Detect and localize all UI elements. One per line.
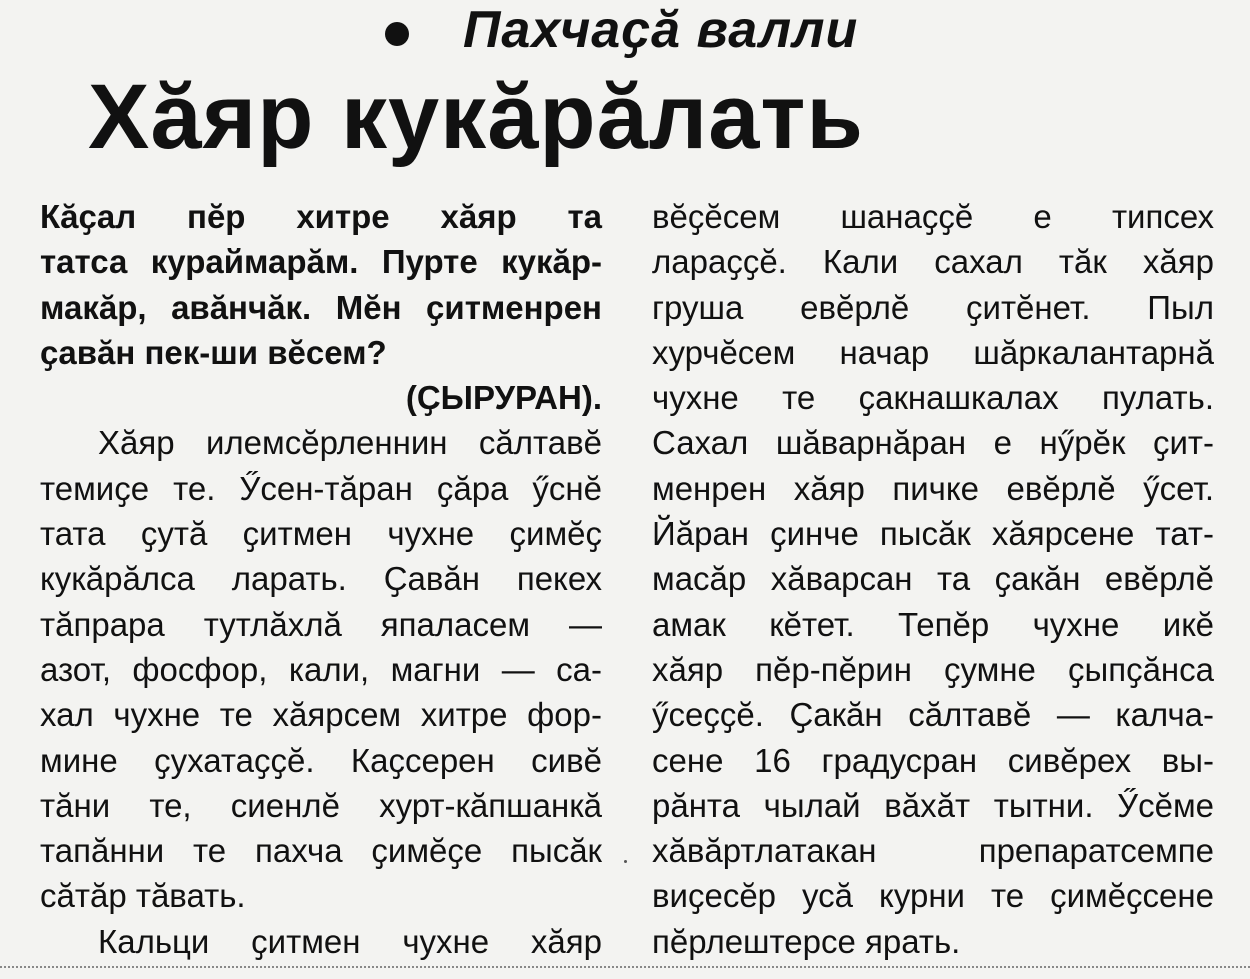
print-speck: [624, 860, 627, 863]
bullet-icon: [385, 22, 409, 46]
lead-line: макӑр, авӑнчӑк. Мӗн ҫитменрен: [40, 288, 602, 326]
lead-line: ҫавӑн пек-ши вӗсем?: [40, 333, 387, 371]
answer-body-left: [40, 420, 602, 964]
body-line: чухне те ҫакнашкалах пулать.: [652, 379, 1214, 417]
body-line: сене 16 градусран сивӗрех вы-: [652, 741, 1214, 779]
rubric-label: Пахчаҫӑ валли: [463, 1, 859, 59]
body-line: ӳсеҫҫӗ. Ҫакӑн сӑлтавӗ — калча-: [652, 696, 1214, 734]
body-line: тапӑнни те пахча ҫимӗҫе пысӑк: [40, 832, 602, 870]
body-line: амак кӗтет. Тепӗр чухне икӗ: [652, 605, 1214, 643]
body-line: Йӑран ҫинче пысӑк хӑярсене тат-: [652, 515, 1214, 553]
body-line: Сахал шӑварнӑран е нӳрӗк ҫит-: [652, 424, 1214, 462]
body-line: рӑнта чылай вӑхӑт тытни. Ӳсӗме: [652, 786, 1214, 824]
body-line: вӗҫӗсем шанаҫҫӗ е типсех: [652, 198, 1214, 235]
article-headline: Хӑяр кукӑрӑлать: [88, 66, 864, 168]
reader-question: [40, 194, 602, 420]
body-line: тата ҫутӑ ҫитмен чухне ҫимӗҫ: [40, 515, 602, 553]
body-line: кукӑрӑлса ларать. Ҫавӑн пекех: [40, 560, 602, 598]
body-line: Кальци ҫитмен чухне хӑяр: [98, 922, 602, 960]
body-line: тӑпрара тутлӑхлӑ япаласем —: [40, 605, 602, 643]
body-line: пӗрлештерсе ярать.: [652, 922, 961, 960]
body-line: хал чухне те хӑярсем хитре фор-: [40, 696, 602, 734]
body-line: груша евӗрлӗ ҫитӗнет. Пыл: [652, 288, 1214, 326]
lead-line: татса кураймарӑм. Пурте кукӑр-: [40, 243, 602, 281]
body-line: темиҫе те. Ӳсен-тӑран ҫӑра ӳснӗ: [40, 469, 602, 507]
body-line: Хӑяр илемсӗрленнин сӑлтавӗ: [98, 424, 602, 462]
body-line: масӑр хӑварсан та ҫакӑн евӗрлӗ: [652, 560, 1214, 598]
lead-line: Кӑҫал пӗр хитре хӑяр та: [40, 198, 602, 235]
body-line: тӑни те, сиенлӗ хурт-кӑпшанкӑ: [40, 786, 602, 824]
body-line: виҫесӗр усӑ курни те ҫимӗҫсене: [652, 877, 1214, 915]
body-line: лараҫҫӗ. Кали сахал тӑк хӑяр: [652, 243, 1214, 281]
right-column: [652, 194, 1214, 964]
body-line: хурчӗсем начар шӑркалантарнӑ: [652, 333, 1214, 371]
body-line: хӑяр пӗр-пӗрин ҫумне ҫыпҫӑнса: [652, 650, 1214, 688]
body-line: мине ҫухатаҫҫӗ. Каҫсерен сивӗ: [40, 741, 602, 779]
body-line: сӑтӑр тӑвать.: [40, 877, 246, 915]
rubric: [385, 2, 858, 58]
body-line: азот, фосфор, кали, магни — са-: [40, 650, 602, 688]
lead-signature: (ҪЫРУРАН).: [405, 379, 602, 417]
bottom-dotted-rule: [0, 966, 1250, 968]
left-column: [40, 194, 602, 964]
body-line: менрен хӑяр пичке евӗрлӗ ӳсет.: [652, 469, 1214, 507]
body-line: хӑвӑртлатакан препаратсемпе: [652, 832, 1214, 870]
